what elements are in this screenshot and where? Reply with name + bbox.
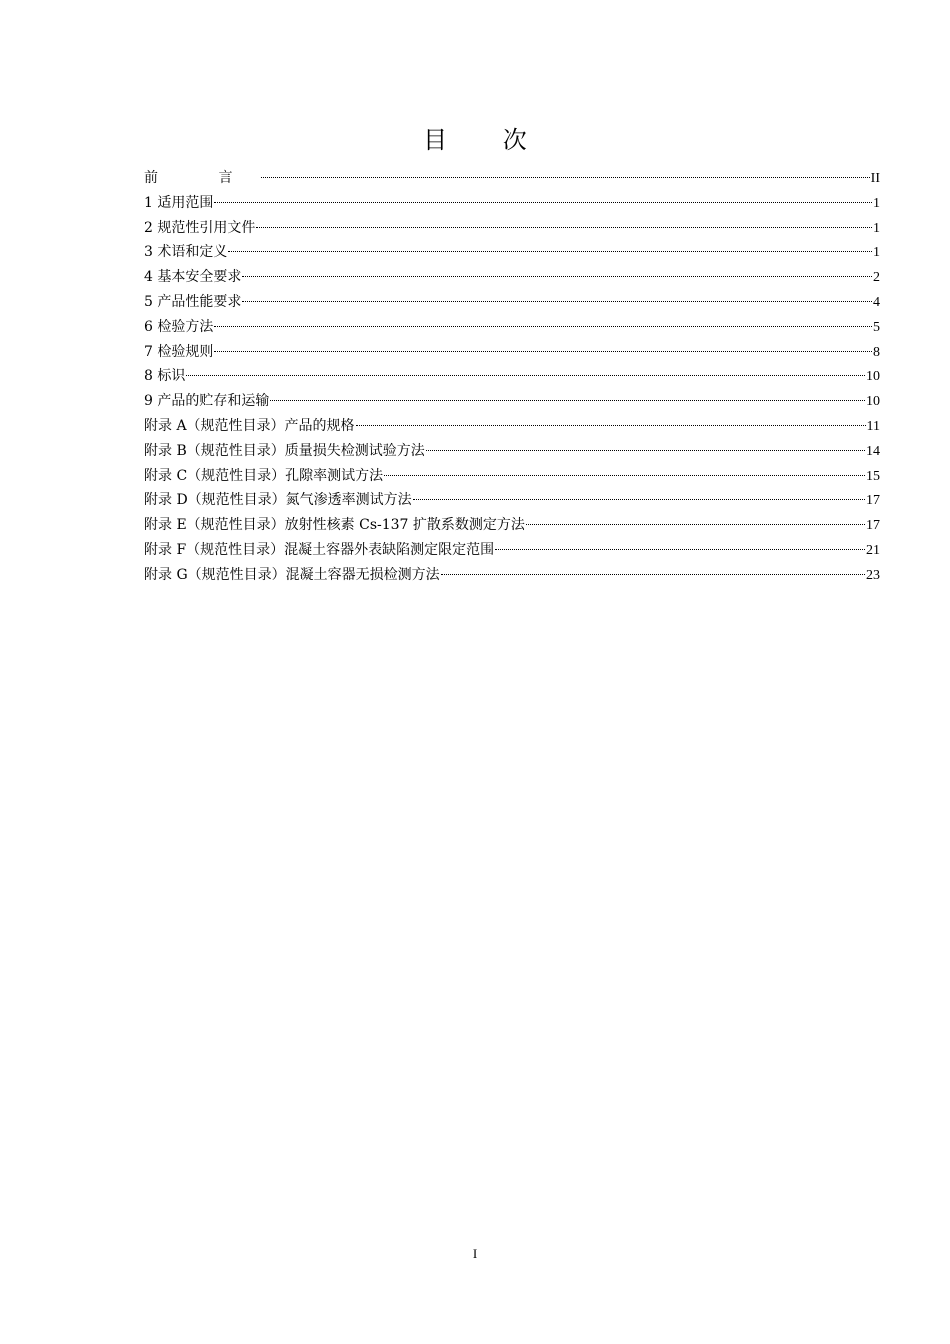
- toc-entry-label: 前 言: [144, 170, 261, 186]
- toc-entry[interactable]: [144, 315, 880, 340]
- toc-entry-page: 4: [873, 294, 880, 310]
- toc-entry-label: 4 基本安全要求: [144, 269, 242, 286]
- toc-entry-label: 7 检验规则: [144, 343, 214, 360]
- toc-entry-page: 1: [873, 220, 880, 236]
- toc-leader-dots: [186, 375, 865, 376]
- toc-entry-page: 2: [873, 270, 880, 286]
- toc-entry[interactable]: [144, 488, 880, 513]
- toc-entry-page: 17: [866, 518, 880, 534]
- toc-entry[interactable]: [144, 389, 880, 414]
- toc-leader-dots: [214, 326, 872, 327]
- toc-entry-label: 附录 A（规范性目录）产品的规格: [144, 417, 355, 434]
- toc-entry-page: 1: [873, 195, 880, 211]
- toc-entry-label: 9 产品的贮存和运输: [144, 393, 270, 410]
- toc-entry-label: 附录 F（规范性目录）混凝土容器外表缺陷测定限定范围: [144, 541, 495, 558]
- toc-entry[interactable]: [144, 265, 880, 290]
- toc-entry-page: 14: [866, 443, 880, 459]
- toc-entry-page: 5: [873, 319, 880, 335]
- toc-entry-page: 17: [866, 493, 880, 509]
- toc-entry-label: 5 产品性能要求: [144, 293, 242, 310]
- toc-leader-dots: [242, 301, 872, 302]
- toc-entry[interactable]: [144, 538, 880, 563]
- page-number: I: [472, 1246, 478, 1261]
- toc-leader-dots: [270, 400, 865, 401]
- toc-entry-label: 附录 E（规范性目录）放射性核素 Cs-137 扩散系数测定方法: [144, 517, 525, 534]
- toc-entry-label: 附录 G（规范性目录）混凝土容器无损检测方法: [144, 566, 440, 583]
- toc-leader-dots: [242, 276, 872, 277]
- toc-leader-dots: [495, 549, 865, 550]
- table-of-contents: [144, 166, 880, 588]
- toc-entry[interactable]: [144, 563, 880, 588]
- toc-leader-dots: [441, 574, 865, 575]
- toc-entry[interactable]: [144, 166, 880, 191]
- toc-entry-page: 23: [866, 567, 880, 583]
- toc-entry-label: 2 规范性引用文件: [144, 219, 256, 236]
- toc-entry[interactable]: [144, 414, 880, 439]
- toc-leader-dots: [413, 499, 865, 500]
- toc-entry[interactable]: [144, 216, 880, 241]
- toc-leader-dots: [261, 177, 869, 178]
- toc-entry[interactable]: [144, 340, 880, 365]
- toc-entry-label: 3 术语和定义: [144, 244, 228, 261]
- toc-entry[interactable]: [144, 191, 880, 216]
- toc-entry-page: 11: [866, 418, 880, 434]
- toc-entry-label: 附录 C（规范性目录）孔隙率测试方法: [144, 467, 384, 484]
- toc-entry-page: 8: [873, 344, 880, 360]
- toc-entry[interactable]: [144, 364, 880, 389]
- toc-entry-label: 1 适用范围: [144, 194, 214, 211]
- toc-entry-page: 1: [873, 245, 880, 261]
- toc-leader-dots: [426, 450, 865, 451]
- toc-entry-page: 21: [866, 542, 880, 558]
- toc-entry-label: 附录 B（规范性目录）质量损失检测试验方法: [144, 442, 425, 459]
- toc-leader-dots: [356, 425, 866, 426]
- toc-entry-label: 8 标识: [144, 368, 186, 385]
- toc-entry-label: 附录 D（规范性目录）氮气渗透率测试方法: [144, 492, 412, 509]
- toc-entry-page: 10: [866, 369, 880, 385]
- toc-leader-dots: [214, 202, 872, 203]
- toc-leader-dots: [256, 227, 872, 228]
- toc-entry-page: II: [870, 171, 880, 186]
- toc-leader-dots: [228, 251, 872, 252]
- toc-entry-page: 10: [866, 394, 880, 410]
- toc-leader-dots: [214, 351, 872, 352]
- page-title: 目 次: [423, 126, 551, 154]
- toc-leader-dots: [384, 475, 865, 476]
- toc-entry[interactable]: [144, 290, 880, 315]
- toc-entry[interactable]: [144, 439, 880, 464]
- toc-entry-label: 6 检验方法: [144, 318, 214, 335]
- toc-entry-page: 15: [866, 468, 880, 484]
- toc-leader-dots: [526, 524, 865, 525]
- toc-entry[interactable]: [144, 240, 880, 265]
- toc-entry[interactable]: [144, 464, 880, 489]
- toc-entry[interactable]: [144, 513, 880, 538]
